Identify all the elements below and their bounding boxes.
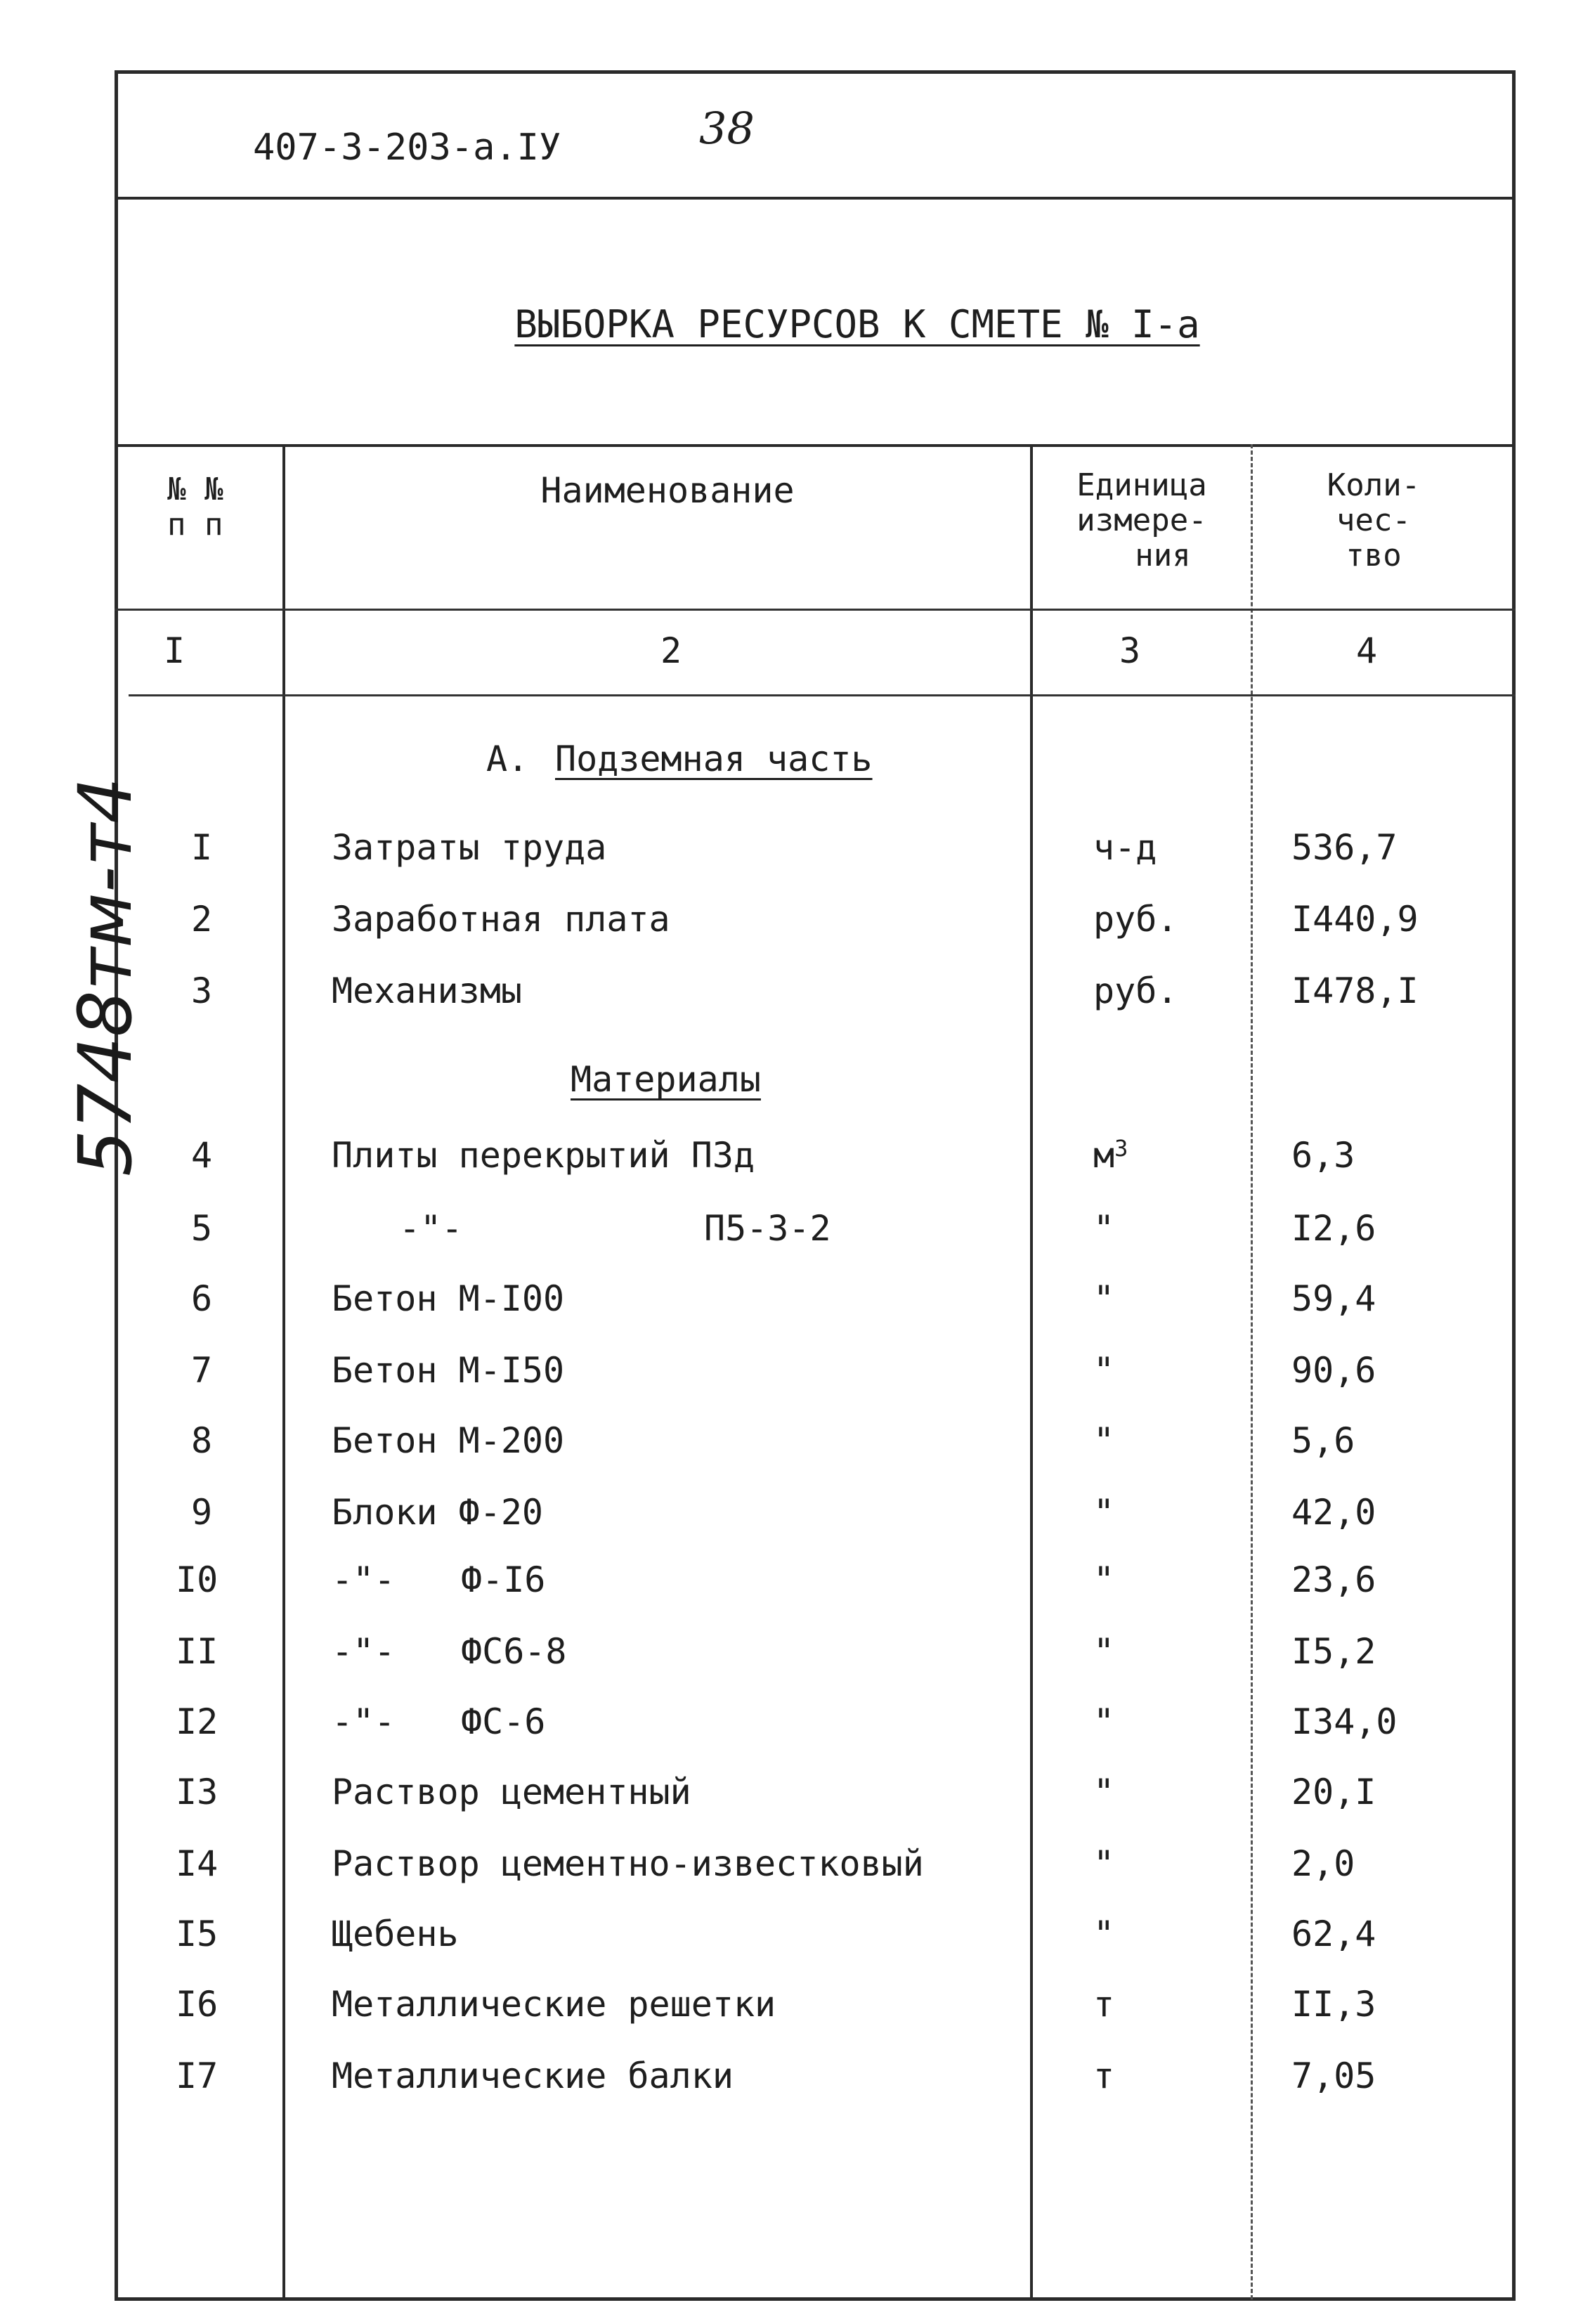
header-divider — [115, 197, 1516, 200]
page-number: 38 — [699, 103, 755, 154]
section-title: Подземная часть — [555, 739, 873, 779]
side-stamp: 5748тм-т4 — [63, 777, 148, 1176]
col-number-1: I — [163, 630, 185, 671]
doc-code: 407-3-203-а.IУ — [253, 126, 561, 169]
col-number-4: 4 — [1355, 630, 1378, 671]
unit-value: м — [1093, 1135, 1115, 1176]
col-divider-3 — [1251, 444, 1253, 2299]
document-title: ВЫБОРКА РЕСУРСОВ К СМЕТЕ № I-а — [514, 302, 1200, 346]
header-name: Наименование — [540, 470, 795, 511]
item-mark: ФС6-8 — [461, 1631, 567, 1672]
col-number-3: 3 — [1119, 630, 1141, 671]
document-page: 407-3-203-а.IУ 38 ВЫБОРКА РЕСУРСОВ К СМЕТЕ № I-а 5748тм-т4 № № п п Наименование Единица измере- ния Коли- чес- тво I 2 3 4 А. Подземная часть I Затраты труда ч-д 536,7 2 Заработная плата руб. I440,9 3 Механизмы руб. I478,I Материалы 4 Плиты перекрытий П3д $м^3$ 6,3 5 -"- П5-3-2 " I2,6 6 Бетон М-I00 " 59,4 7 Бетон М-I50 " 90,6 8 Бетон М-200 " 5,6 9 Блоки Ф-20 " 42,0 I0 -"- Ф-I6 " 23,6 II -"- ФС6-8 " I5,2 I2 -"- ФС-6 " I34,0 I3 Раствор цементный " 20,I I4 Раствор цементно-известковый " 2,0 I5 Щебень " 62,4 I6 Металлические решетки т II,3 I7 Металлические балки т 7,05 — [0, 0, 1576, 2324]
ditto-mark: -"- — [399, 1208, 463, 1249]
item-mark: Ф-I6 — [461, 1559, 546, 1600]
ditto-mark: -"- — [332, 1631, 396, 1672]
title-divider — [115, 444, 1516, 447]
page-frame — [115, 70, 1516, 2301]
col-number-2: 2 — [660, 630, 682, 671]
ditto-mark: -"- — [332, 1701, 396, 1742]
materials-heading: Материалы — [571, 1059, 761, 1100]
unit-superscript: 3 — [1114, 1135, 1128, 1162]
col-divider-2 — [1030, 444, 1033, 2299]
header-row-divider — [115, 609, 1516, 611]
ditto-mark: -"- — [332, 1559, 396, 1600]
item-mark: П5-3-2 — [704, 1208, 831, 1249]
col-number-divider — [129, 694, 1516, 696]
item-mark: ФС-6 — [461, 1701, 546, 1742]
section-prefix: А. — [486, 739, 529, 779]
col-divider-1 — [282, 444, 285, 2299]
